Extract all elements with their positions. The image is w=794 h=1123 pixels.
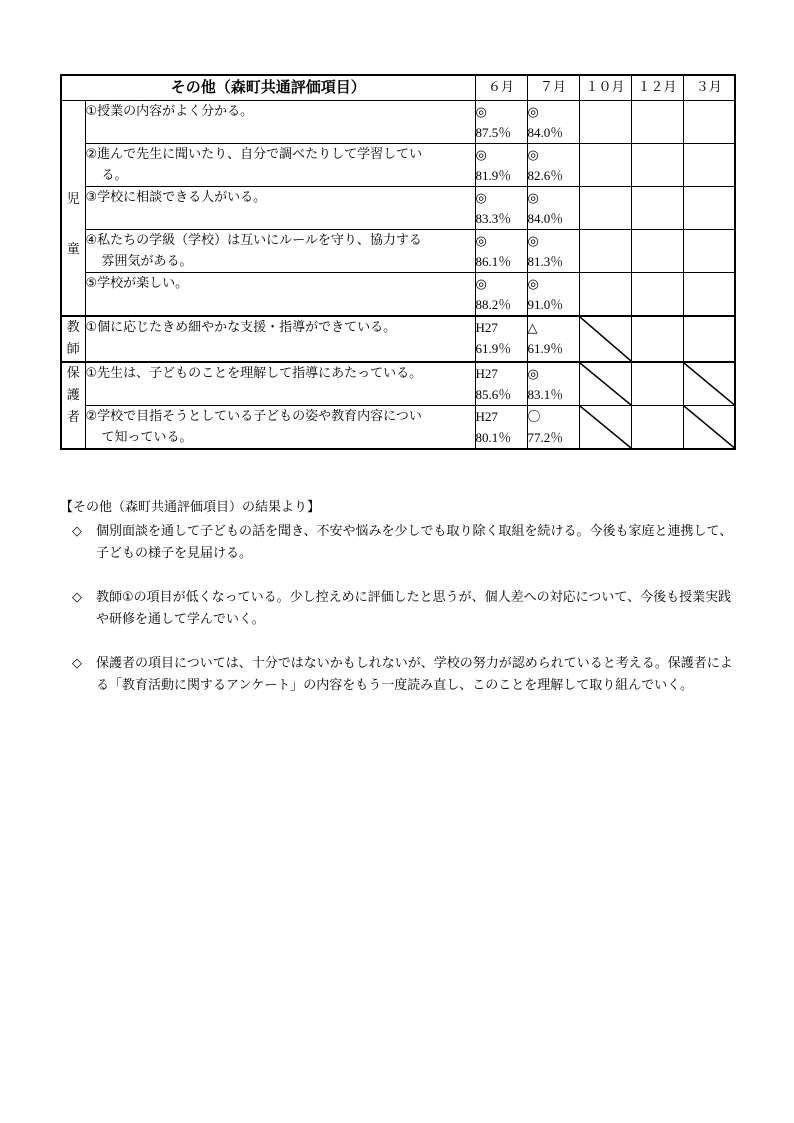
july-value: △ 61.9％ bbox=[527, 316, 579, 362]
june-value: H27 80.1％ bbox=[475, 406, 527, 450]
march-cell bbox=[683, 230, 735, 273]
evaluation-table bbox=[60, 74, 736, 450]
table-row bbox=[61, 230, 735, 273]
note-item bbox=[72, 587, 744, 631]
june-value: ◎ 87.5％ bbox=[475, 101, 527, 144]
group-teachers-char-1: 教 bbox=[66, 320, 80, 335]
march-cell-not-applicable bbox=[683, 406, 735, 450]
note-text: 保護者の項目については、十分ではないかもしれないが、学校の努力が認められていると考える。保護者による「教育活動に関するアンケート」の内容をもう一度読み直し、このことを理解して取り組んでいく。 bbox=[96, 656, 733, 693]
item-text: ①先生は、子どものことを理解して指導にあたっている。 bbox=[85, 362, 475, 406]
note-text: 個別面談を通して子どもの話を聞き、不安や悩みを少しでも取り除く取組を続ける。今後も家庭と連携して、子どもの様子を見届ける。 bbox=[96, 524, 733, 561]
item-text: ③学校に相談できる人がいる。 bbox=[85, 187, 475, 230]
notes-heading: 【その他（森町共通評価項目）の結果より】 bbox=[60, 500, 321, 515]
june-value: H27 61.9％ bbox=[475, 316, 527, 362]
march-cell bbox=[683, 273, 735, 317]
july-value: ◎ 83.1％ bbox=[527, 362, 579, 406]
group-parents-char-1: 保 bbox=[66, 366, 80, 381]
group-parents bbox=[61, 362, 85, 449]
october-cell bbox=[579, 101, 631, 144]
march-cell-not-applicable bbox=[683, 362, 735, 406]
july-value: ◎ 91.0％ bbox=[527, 273, 579, 317]
results-notes bbox=[60, 497, 744, 719]
july-value: ◎ 84.0％ bbox=[527, 187, 579, 230]
march-cell bbox=[683, 316, 735, 362]
table-row bbox=[61, 316, 735, 362]
october-cell bbox=[579, 144, 631, 187]
group-parents-char-3: 者 bbox=[66, 410, 80, 425]
december-cell bbox=[631, 406, 683, 450]
group-teachers-char-2: 師 bbox=[66, 342, 80, 357]
month-october: １０月 bbox=[579, 75, 631, 101]
december-cell bbox=[631, 273, 683, 317]
header-row bbox=[61, 75, 735, 101]
table-row bbox=[61, 362, 735, 406]
june-value: ◎ 83.3％ bbox=[475, 187, 527, 230]
month-december: １２月 bbox=[631, 75, 683, 101]
table-row bbox=[61, 406, 735, 450]
group-parents-char-2: 護 bbox=[66, 388, 80, 403]
table-row bbox=[61, 144, 735, 187]
item-text: ⑤学校が楽しい。 bbox=[85, 273, 475, 317]
october-cell-not-applicable bbox=[579, 362, 631, 406]
june-value: ◎ 88.2％ bbox=[475, 273, 527, 317]
diamond-bullet-icon: ◇ bbox=[72, 656, 82, 671]
december-cell bbox=[631, 230, 683, 273]
item-text: ①個に応じたきめ細やかな支援・指導ができている。 bbox=[85, 316, 475, 362]
table-title: その他（森町共通評価項目） bbox=[61, 75, 475, 101]
group-children-char-2: 童 bbox=[66, 242, 80, 257]
table-row bbox=[61, 273, 735, 317]
month-march: ３月 bbox=[683, 75, 735, 101]
december-cell bbox=[631, 144, 683, 187]
october-cell-not-applicable bbox=[579, 406, 631, 450]
group-teachers bbox=[61, 316, 85, 362]
month-june: ６月 bbox=[475, 75, 527, 101]
month-july: ７月 bbox=[527, 75, 579, 101]
july-value: ◎ 81.3％ bbox=[527, 230, 579, 273]
december-cell bbox=[631, 362, 683, 406]
item-text: ②学校で目指そうとしている子どもの姿や教育内容につい て知っている。 bbox=[85, 406, 475, 450]
july-value: 〇 77.2％ bbox=[527, 406, 579, 450]
june-value: H27 85.6％ bbox=[475, 362, 527, 406]
july-value: ◎ 82.6％ bbox=[527, 144, 579, 187]
march-cell bbox=[683, 187, 735, 230]
diamond-bullet-icon: ◇ bbox=[72, 590, 82, 605]
october-cell bbox=[579, 230, 631, 273]
december-cell bbox=[631, 316, 683, 362]
note-item bbox=[72, 653, 744, 697]
march-cell bbox=[683, 144, 735, 187]
diamond-bullet-icon: ◇ bbox=[72, 524, 82, 539]
october-cell-not-applicable bbox=[579, 316, 631, 362]
item-text: ①授業の内容がよく分かる。 bbox=[85, 101, 475, 144]
june-value: ◎ 81.9％ bbox=[475, 144, 527, 187]
table-row bbox=[61, 101, 735, 144]
note-text: 教師①の項目が低くなっている。少し控えめに評価したと思うが、個人差への対応について、今後も授業実践や研修を通して学んでいく。 bbox=[96, 590, 732, 627]
july-value: ◎ 84.0％ bbox=[527, 101, 579, 144]
table-row bbox=[61, 187, 735, 230]
october-cell bbox=[579, 187, 631, 230]
march-cell bbox=[683, 101, 735, 144]
item-text: ④私たちの学級（学校）は互いにルールを守り、協力する 雰囲気がある。 bbox=[85, 230, 475, 273]
june-value: ◎ 86.1％ bbox=[475, 230, 527, 273]
note-item bbox=[72, 521, 744, 565]
december-cell bbox=[631, 101, 683, 144]
october-cell bbox=[579, 273, 631, 317]
december-cell bbox=[631, 187, 683, 230]
item-text: ②進んで先生に聞いたり、自分で調べたりして学習してい る。 bbox=[85, 144, 475, 187]
group-children-char-1: 児 bbox=[66, 192, 80, 207]
group-children bbox=[61, 101, 85, 317]
